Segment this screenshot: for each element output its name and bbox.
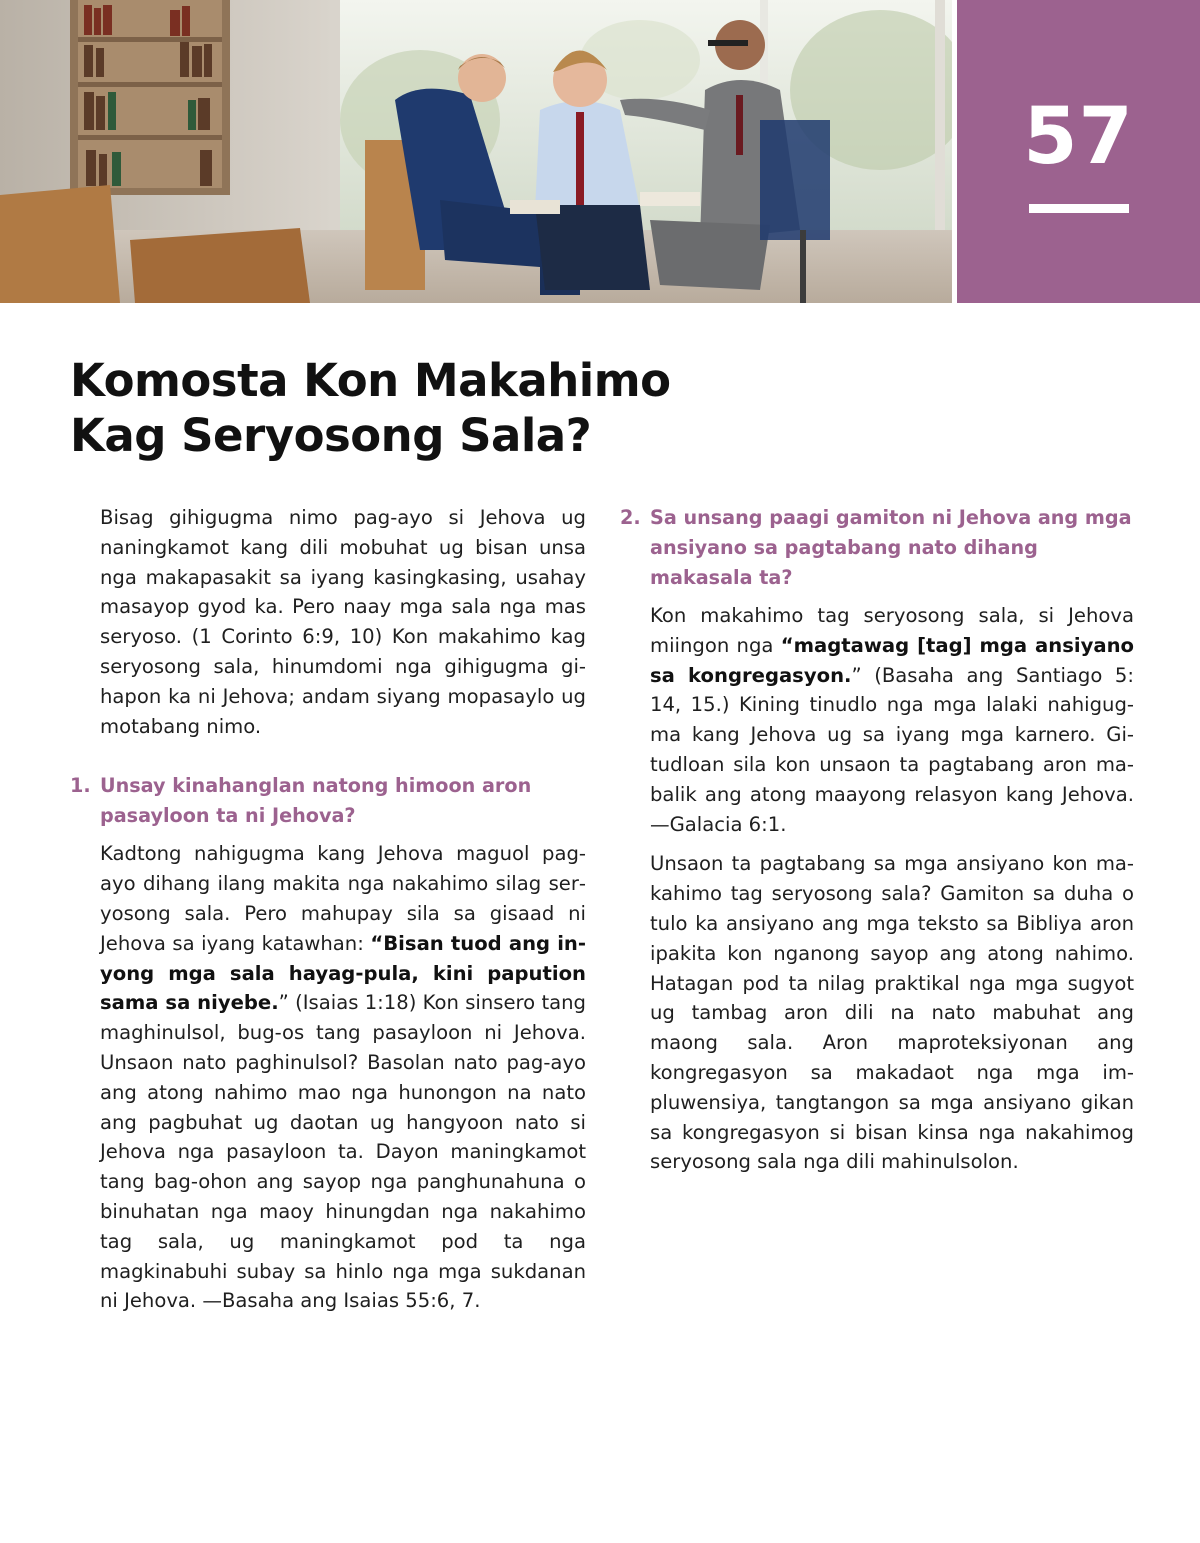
section-2-paragraph-1 [650, 601, 1134, 839]
question-1-number: 1. [70, 774, 91, 798]
question-2-number: 2. [620, 506, 641, 529]
section-1-text-a: Kadtong nahigugma kang Jehova maguol pag-ayo dihang ilang makita nga nakahimo silag seryosong sala. Pero mahupay sila sa gisaad ni Jehova sa iyang katawhan: [100, 842, 586, 955]
section-2-paragraph-2: Unsaon ta pagtabang sa mga ansiyano kon makahimo tag seryosong sala? Gamiton sa duha o tulo ka ansiyano ang mga teksto sa Bibliya aron ipakita kon nganong sayop ang atong nahimo. Hatagan pod ta nilag praktikal nga mga sugyot ug tambag aron dili na nato mabuhat ang maong sala. Aron maproteksiyonan ang kongregasyon sa makadaot nga mga impluwensiya, tangtangon sa mga ansiyano gikan sa kongregasyon si bisan kinsa nga nakahimog seryosong sala nga dili mahinulsolon. [650, 852, 1134, 1174]
intro-paragraph: Bisag gihigugma nimo pag-ayo si Jehova ug naningkamot kang dili mobuhat ug bisan unsa nga makapasakit sa iyang kasingkasing, usahay masayop gyod ka. Pero naay mga sala nga mas seryoso. (1 Corinto 6:9, 10) Kon makahimo kag seryosong sala, hinumdomi nga gihigugma gihapon ka ni Jehova; andam siyang mopasaylo ug motabang nimo. [100, 506, 586, 738]
question-2 [620, 503, 1134, 593]
lesson-number: 57 [1023, 92, 1134, 182]
page-title [70, 353, 770, 463]
section-2-text-b: ” (Basaha ang Santiago 5: 14, 15.) Kining tinudlo nga mga lalaki nahigugma kang Jehova ug sa iyang mga karnero. Gitudloan sila kon unsaon ta pagtabang aron mabalik ang atong maayong relasyon kang Jehova. —Galacia 6:1. [650, 663, 1134, 836]
question-1 [70, 771, 586, 831]
lesson-number-underline [1029, 204, 1129, 213]
title-line-2: Kag Seryosong Sala? [70, 409, 592, 462]
section-1-text-b: ” (Isaias 1:18) Kon sinsero tang maghinulsol, bug-os tang pasayloon ni Jehova. Unsaon nato paghinulsol? Basolan nato pag-ayo ang atong nahimo mao nga hunongon na nato ang pagbuhat ug daotan ug hangyoon nato si Jehova nga pasayloon ta. Dayon maningkamot tang bag-ohon ang sayop nga panghunahuna o binuhatan nga maoy hinungdan nga nakahimo tag sala, ug maningkamot pod ta nga magkinabuhi subay sa hinlo nga mga sukdanan ni Jehova. —Basaha ang Isaias 55:6, 7. [100, 991, 586, 1313]
section-1-highlighted-quote: “Bisan tuod ang inyong mga sala hayag-pula, kini papution sama sa niyebe. [100, 931, 586, 1015]
section-2-text-a: Kon makahimo tag seryosong sala, si Jehova miingon nga [650, 604, 1134, 657]
title-line-1: Komosta Kon Makahimo [70, 354, 671, 407]
section-2-highlighted-quote: “magtawag [tag] mga ansiyano sa kongregasyon. [650, 633, 1134, 687]
question-1-text: Unsay kinahanglan natong himoon aron pasayloon ta ni Jehova? [100, 774, 532, 828]
right-column [620, 503, 1134, 1187]
header-photo [0, 0, 952, 303]
lesson-number-box [957, 0, 1200, 303]
left-column [70, 503, 586, 1326]
section-1-paragraph [100, 839, 586, 1316]
question-2-text: Sa unsang paagi gamiton ni Jehova ang mga ansiyano sa pagtabang nato dihang makasala ta? [650, 506, 1132, 589]
